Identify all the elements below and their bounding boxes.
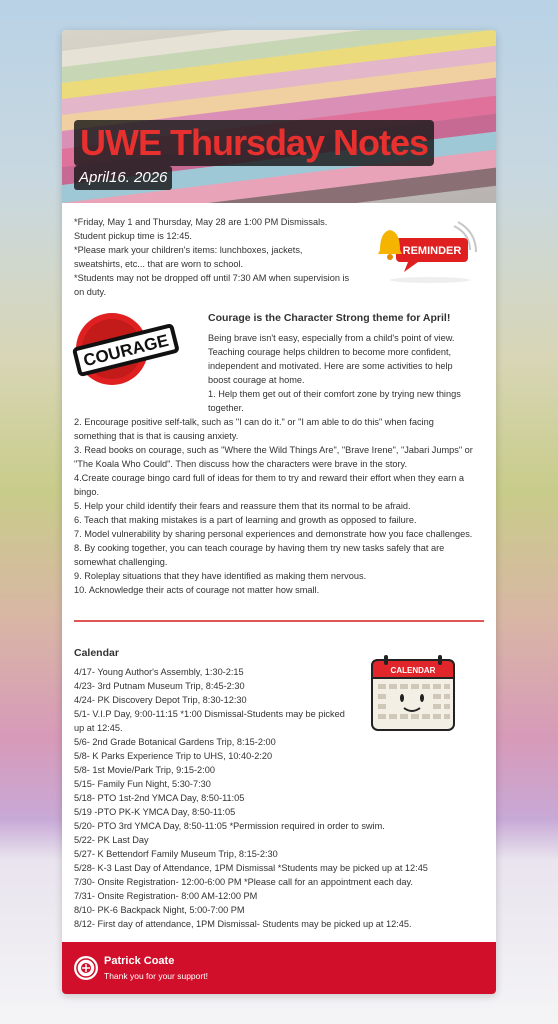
courage-logo	[72, 311, 184, 387]
courage-list	[74, 415, 473, 597]
courage-intro-line: 1. Help them get out of their comfort zone by trying new things	[208, 389, 461, 399]
calendar-list	[74, 665, 428, 931]
section-divider	[74, 620, 484, 622]
courage-list-line: 8. By cooking together, you can teach courage by having them try new tasks safely that are	[74, 543, 445, 553]
calendar-line: 5/8- K Parks Experience Trip to UHS, 10:40-2:20	[74, 751, 273, 761]
courage-list-line: 7. Model vulnerability by sharing personal experiences and demonstrate how you face challenges.	[74, 529, 473, 539]
courage-heading: Courage is the Character Strong theme for April!	[208, 312, 451, 324]
reminder-line: on duty.	[74, 287, 107, 297]
reminder-line: sweatshirts, etc... that are worn to school.	[74, 259, 244, 269]
author-name[interactable]: Patrick Coate	[104, 955, 175, 967]
calendar-line: 4/17- Young Author's Assembly, 1:30-2:15	[74, 667, 244, 677]
reminder-line: *Friday, May 1 and Thursday, May 28 are 1:00 PM Dismissals.	[74, 217, 328, 227]
calendar-line: 5/27- K Bettendorf Family Museum Trip, 8:15-2:30	[74, 849, 278, 859]
calendar-line: 8/10- PK-6 Backpack Night, 5:00-7:00 PM	[74, 905, 245, 915]
calendar-line: 5/19 -PTO PK-K YMCA Day, 8:50-11:05	[74, 807, 236, 817]
calendar-image-label: CALENDAR	[390, 666, 436, 675]
courage-intro-line: independent and motivated. Here are some activities to help	[208, 361, 453, 371]
hero-banner	[62, 30, 496, 203]
courage-list-line: 4.Create courage bingo card full of ideas for them to try and reward their effort when they earn a	[74, 473, 465, 483]
reminder-line: *Students may not be dropped off until 7:30 AM when supervision is	[74, 273, 350, 283]
courage-list-line: 5. Help your child identify their fears and reassure them that its normal to be afraid.	[74, 501, 411, 511]
calendar-line: up at 12:45.	[74, 723, 123, 733]
calendar-line: 4/23- 3rd Putnam Museum Trip, 8:45-2:30	[74, 681, 245, 691]
courage-list-line: 9. Roleplay situations that they have identified as making them nervous.	[74, 571, 367, 581]
calendar-line: 7/30- Onsite Registration- 12:00-6:00 PM *Please call for an appointment each day.	[74, 877, 413, 887]
courage-list-line: 3. Read books on courage, such as "Where the Wild Things Are", "Brave Irene", "Jabari Jumps" or	[74, 445, 473, 455]
calendar-line: 5/1- V.I.P Day, 9:00-11:15 *1:00 Dismissal-Students may be picked	[74, 709, 345, 719]
school-logo-icon[interactable]	[74, 956, 98, 980]
publish-date: April16. 2026	[74, 166, 172, 190]
courage-logo-text: COURAGE	[81, 330, 171, 371]
calendar-line: 5/8- 1st Movie/Park Trip, 9:15-2:00	[74, 765, 215, 775]
courage-intro	[208, 331, 461, 415]
courage-intro-line: together.	[208, 403, 244, 413]
courage-intro-line: Being brave isn't easy, especially from a child's point of view.	[208, 333, 455, 343]
courage-list-line: somewhat challenging.	[74, 557, 168, 567]
calendar-heading: Calendar	[74, 647, 119, 659]
calendar-line: 5/22- PK Last Day	[74, 835, 149, 845]
reminders-text	[74, 215, 349, 299]
calendar-line: 4/24- PK Discovery Depot Trip, 8:30-12:30	[74, 695, 247, 705]
reminder-line: *Please mark your children's items: lunchboxes, jackets,	[74, 245, 303, 255]
calendar-line: 5/20- PTO 3rd YMCA Day, 8:50-11:05 *Permission required in order to swim.	[74, 821, 385, 831]
courage-list-line: 6. Teach that making mistakes is a part of learning and growth as opposed to failure.	[74, 515, 417, 525]
footer-message: Thank you for your support!	[104, 971, 208, 981]
calendar-line: 5/18- PTO 1st-2nd YMCA Day, 8:50-11:05	[74, 793, 245, 803]
footer-bar	[62, 942, 496, 994]
courage-list-line: "The Koala Who Could". Then discuss how the characters were brave in the story.	[74, 459, 408, 469]
reminder-line: Student pickup time is 12:45.	[74, 231, 192, 241]
calendar-line: 7/31- Onsite Registration- 8:00 AM-12:00 PM	[74, 891, 258, 901]
courage-list-line: 10. Acknowledge their acts of courage not matter how small.	[74, 585, 320, 595]
calendar-line: 8/12- First day of attendance, 1PM Dismissal- Students may be picked up at 12:45.	[74, 919, 412, 929]
calendar-line: 5/28- K-3 Last Day of Attendance, 1PM Dismissal *Students may be picked up at 12:45	[74, 863, 428, 873]
courage-intro-line: Teaching courage helps children to become more confident,	[208, 347, 452, 357]
newsletter-card	[62, 30, 496, 994]
courage-list-line: something that is that is causing anxiety.	[74, 431, 239, 441]
calendar-line: 5/15- Family Fun Night, 5:30-7:30	[74, 779, 211, 789]
courage-intro-line: boost courage at home.	[208, 375, 305, 385]
courage-list-line: bingo.	[74, 487, 100, 497]
calendar-line: 5/6- 2nd Grade Botanical Gardens Trip, 8:15-2:00	[74, 737, 276, 747]
reminder-bell-image	[374, 220, 478, 286]
page-title: UWE Thursday Notes	[74, 120, 434, 166]
reminder-image-label: REMINDER	[402, 245, 462, 257]
courage-list-line: 2. Encourage positive self-talk, such as "I can do it." or "I am able to do this" when facing	[74, 417, 434, 427]
